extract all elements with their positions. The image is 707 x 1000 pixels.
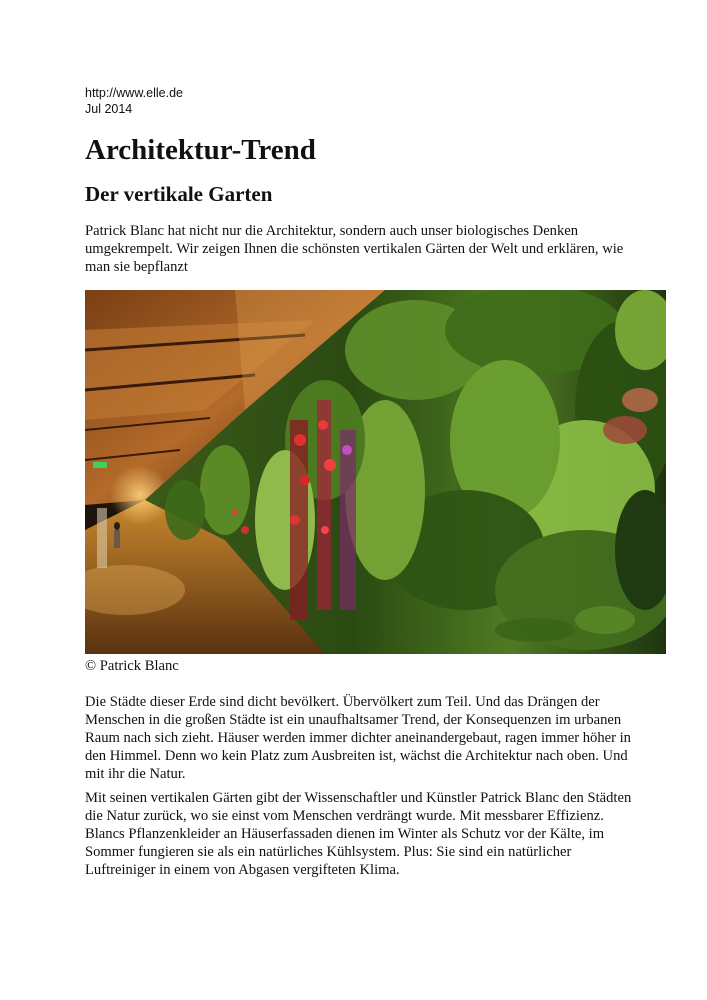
body-line: die Natur zurück, wo sie einst vom Menschen verdrängt wurde. Mit messbarer Effizienz. — [85, 808, 604, 824]
article-title: Architektur-Trend — [85, 134, 316, 166]
body-line: Luftreiniger in einem von Abgasen vergifteten Klima. — [85, 862, 400, 878]
body-line: Blancs Pflanzenkleider an Häuserfassaden dienen im Winter als Schutz vor der Kälte, im — [85, 826, 605, 842]
body-line: den Himmel. Denn wo kein Platz zum Ausbreiten ist, wächst die Architektur nach oben. Und — [85, 748, 628, 764]
body-line: mit ihr die Natur. — [85, 766, 186, 782]
body-line: Die Städte dieser Erde sind dicht bevölkert. Übervölkert zum Teil. Und das Drängen der — [85, 694, 600, 710]
lead-paragraph — [85, 222, 670, 276]
body-line: Raum nach sich zieht. Häuser werden immer dichter aneinandergebaut, ragen immer höher in — [85, 730, 631, 746]
article-subtitle: Der vertikale Garten — [85, 182, 273, 206]
body-line: Menschen in die großen Städte ist ein unaufhaltsamer Trend, der Konsequenzen im urbanen — [85, 712, 622, 728]
body-paragraph-1 — [85, 693, 670, 783]
body-paragraph-2 — [85, 789, 670, 879]
publication-date: Jul 2014 — [85, 102, 133, 116]
vertical-garden-photo — [85, 290, 666, 654]
body-line: Mit seinen vertikalen Gärten gibt der Wissenschaftler und Künstler Patrick Blanc den Städten — [85, 790, 632, 806]
body-line: Sommer fungieren sie als ein natürliches Kühlsystem. Plus: Sie sind ein natürlicher — [85, 844, 572, 860]
lead-line: umgekrempelt. Wir zeigen Ihnen die schönsten vertikalen Gärten der Welt und erklären, wie — [85, 241, 624, 257]
lead-line: Patrick Blanc hat nicht nur die Architektur, sondern auch unser biologisches Denken — [85, 223, 579, 239]
lead-line: man sie bepflanzt — [85, 259, 188, 275]
image-credit: © Patrick Blanc — [85, 658, 179, 674]
source-url: http://www.elle.de — [85, 86, 183, 100]
